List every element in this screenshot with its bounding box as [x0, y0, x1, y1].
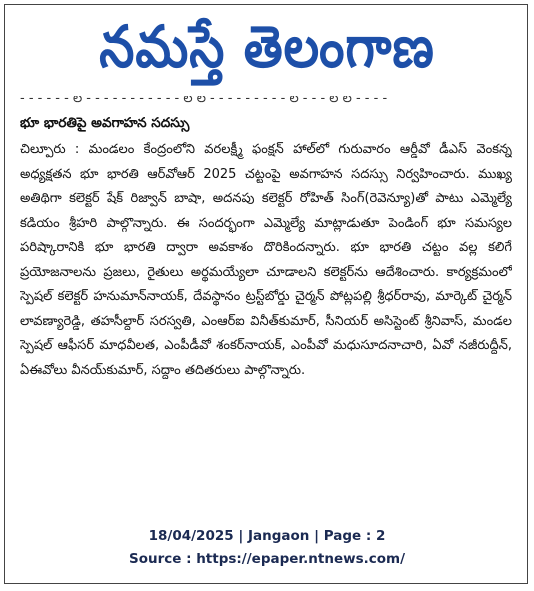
clipping-source: Source : https://epaper.ntnews.com/	[128, 551, 406, 567]
newspaper-masthead	[0, 8, 534, 86]
article-headline: భూ భారతిపై అవగాహన సదస్సు	[20, 115, 190, 131]
cut-off-previous-line: - - - - - - ల - - - - - - - - - - - ల ల - - - - - - - - - ల - - - ల ల - - - -	[20, 96, 388, 106]
news-clipping	[20, 96, 512, 522]
masthead-title: నమస్తే తెలంగాణ	[99, 13, 435, 81]
article-body: చిల్పూరు : మండలం కేంద్రంలోని వరలక్ష్మీ ఫంక్షన్ హాల్‌లో గురువారం ఆర్డీవో డీఎస్ వెంకన్న అధ్యక్షతన భూ భారతి ఆర్‌వోఆర్ 2025 చట్టంపై అవగాహన సదస్సు నిర్వహించారు. ముఖ్య అతిథిగా కలెక్టర్ షేక్ రిజ్వాన్ బాషా, అదనపు కలెక్టర్ రోహిత్ సింగ్(రెవెన్యూ)తో పాటు ఎమ్మెల్యే కడియం శ్రీహరి పాల్గొన్నారు. ఈ సందర్భంగా ఎమ్మెల్యే మాట్లాడుతూ పెండింగ్ భూ సమస్యల పరిష్కారానికి భూ భారతి ద్వారా అవకాశం దొరికిందన్నారు. భూ భారతి చట్టం వల్ల కలిగే ప్రయోజనాలను ప్రజలు, రైతులు అర్థమయ్యేలా చూడాలని కలెక్టర్‌ను ఆదేశించారు. కార్యక్రమంలో స్పెషల్ కలెక్టర్ హనుమాన్‌నాయక్, దేవస్థానం ట్రస్ట్‌బోర్డు చైర్మన్ పోట్లపల్లి శ్రీధర్‌రావు, మార్కెట్ చైర్మన్ లావణ్యారెడ్డి, తహసీల్దార్ సరస్వతి, ఎంఆర్ఐ వినీత్‌కుమార్, సీనియర్ అసిస్టెంట్ శ్రీనివాస్, మండల స్పెషల్ ఆఫీసర్ మాధవీలత, ఎంపీడీవో శంకర్‌నాయక్, ఎంపీవో మధుసూదనాచారి, ఏవో నజీరుద్దీన్, ఏఈవోలు వీనయ్‌కుమార్, సద్దాం తదితరులు పాల్గొన్నారు.	[20, 142, 512, 378]
clipping-date-edition-page: 18/04/2025 | Jangaon | Page : 2	[148, 528, 386, 544]
